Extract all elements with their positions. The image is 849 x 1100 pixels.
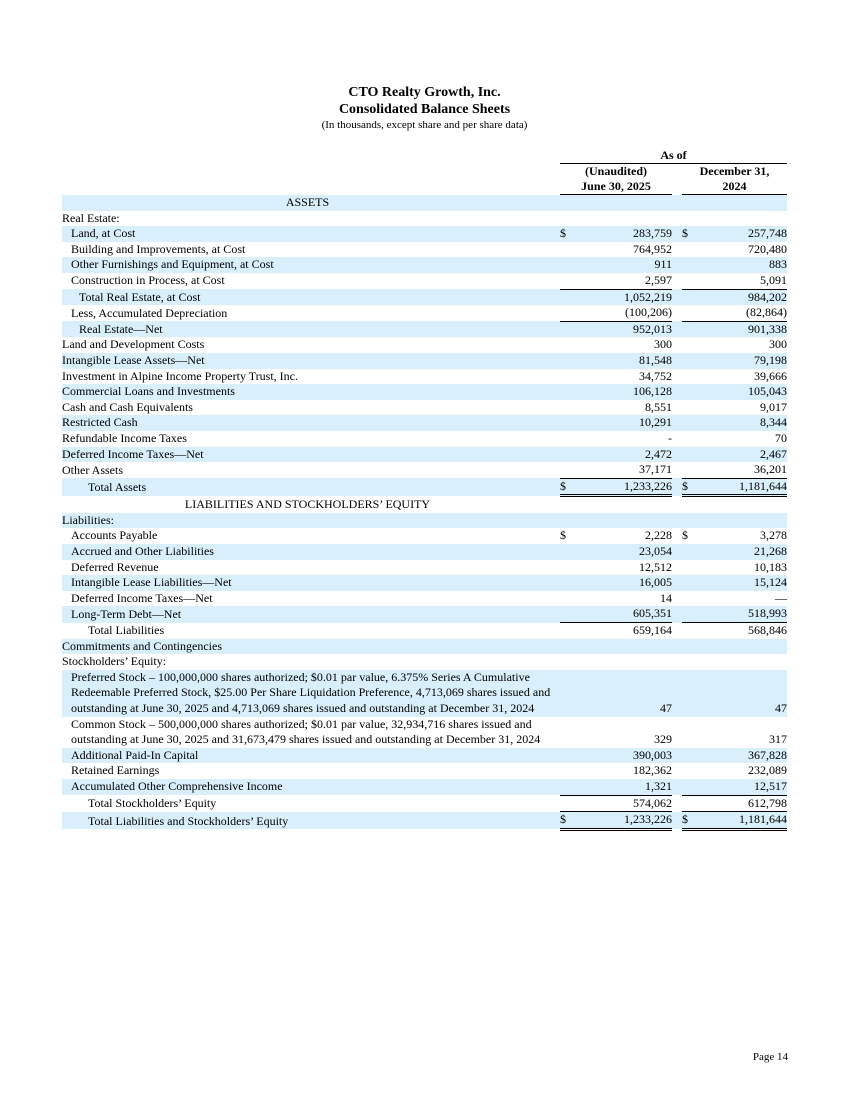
- balance-sheet-table: [62, 148, 787, 831]
- col-dec-header-line2: 2024: [682, 179, 787, 195]
- value-june: 2,228: [645, 528, 672, 543]
- table-row: [62, 447, 787, 463]
- row-label: Land, at Cost: [62, 226, 553, 242]
- value-dec: 8,344: [694, 415, 787, 431]
- value-dec: 5,091: [694, 273, 787, 289]
- row-label: Accumulated Other Comprehensive Income: [62, 779, 553, 795]
- value-dec: 39,666: [754, 368, 788, 383]
- table-row: [62, 748, 787, 764]
- column-group-header: [62, 148, 787, 164]
- value-june: 47: [574, 670, 672, 717]
- value-june: 605,351: [574, 606, 672, 622]
- value-june: 1,321: [574, 779, 672, 795]
- value-dec: 47: [694, 670, 787, 717]
- value-june: 911: [574, 257, 672, 273]
- table-row: [62, 528, 787, 544]
- value-dec: 300: [769, 337, 788, 352]
- row-label: Less, Accumulated Depreciation: [71, 305, 228, 320]
- value-june: -: [668, 430, 672, 445]
- value-dec: 518,993: [694, 606, 787, 622]
- row-label: Other Assets: [62, 462, 123, 477]
- value-june: 81,548: [574, 353, 672, 369]
- value-dec: 105,043: [694, 384, 787, 400]
- value-dec: 984,202: [694, 289, 787, 305]
- value-june: 2,472: [574, 447, 672, 463]
- row-label: Stockholders’ Equity:: [62, 654, 167, 669]
- value-dec: 9,017: [760, 399, 788, 414]
- value-dec: 3,278: [760, 528, 788, 543]
- row-label: Deferred Income Taxes—Net: [62, 447, 553, 463]
- row-label: Accounts Payable: [71, 528, 158, 543]
- row-label: Retained Earnings: [71, 763, 160, 778]
- currency-symbol: $: [560, 812, 574, 830]
- value-june: 300: [654, 337, 672, 352]
- value-june: 37,171: [574, 462, 672, 478]
- row-label: Deferred Income Taxes—Net: [71, 590, 213, 605]
- value-june: 1,233,226: [574, 478, 672, 496]
- table-row: [62, 321, 787, 337]
- row-label: Preferred Stock – 100,000,000 shares authorized; $0.01 par value, 6.375% Series A Cumulative Redeemable Preferred Stock, $25.00 Per Share Liquidation Preference, 4,713,069 shares issued and outstanding at June 30, 2025 and 4,713,069 shares issued and outstanding at December 31, 2024: [62, 670, 553, 717]
- value-june: 182,362: [633, 763, 672, 778]
- value-dec: 367,828: [694, 748, 787, 764]
- table-row: [62, 606, 787, 622]
- value-dec: 21,268: [694, 544, 787, 560]
- table-row: [62, 369, 787, 385]
- page-header: [0, 84, 849, 132]
- row-label: Total Real Estate, at Cost: [62, 289, 553, 305]
- table-row: [62, 623, 787, 639]
- table-row: [62, 513, 787, 529]
- value-june: 329: [654, 732, 672, 747]
- value-june: 574,062: [574, 795, 672, 812]
- row-label: Long-Term Debt—Net: [62, 606, 553, 622]
- value-june: 764,952: [633, 241, 672, 256]
- row-label: Construction in Process, at Cost: [71, 273, 225, 288]
- table-row: [62, 289, 787, 305]
- col-june-header-line1: (Unaudited): [584, 164, 647, 178]
- value-dec: 883: [694, 257, 787, 273]
- value-dec: 10,183: [754, 559, 788, 574]
- currency-symbol: $: [682, 812, 694, 830]
- value-june: 23,054: [574, 544, 672, 560]
- row-label: Total Liabilities: [88, 623, 165, 638]
- as-of-label: As of: [560, 148, 787, 164]
- table-row: [62, 591, 787, 607]
- assets-section-title: ASSETS: [285, 195, 330, 209]
- row-label: Restricted Cash: [62, 415, 553, 431]
- value-june: 8,551: [645, 399, 672, 414]
- row-label: Total Liabilities and Stockholders’ Equity: [62, 812, 553, 830]
- table-row: [62, 400, 787, 416]
- row-label: Commitments and Contingencies: [62, 639, 553, 655]
- col-dec-header-line1: December 31,: [699, 164, 770, 178]
- table-row: [62, 654, 787, 670]
- row-label: Real Estate:: [62, 210, 120, 225]
- table-row: [62, 226, 787, 242]
- value-june: 10,291: [574, 415, 672, 431]
- value-dec: 257,748: [694, 226, 787, 242]
- currency-symbol: $: [682, 528, 688, 543]
- column-header-row: [62, 179, 787, 195]
- table-row: [62, 353, 787, 369]
- value-dec: 720,480: [748, 241, 788, 256]
- statement-title: Consolidated Balance Sheets: [338, 102, 511, 117]
- value-dec: 2,467: [694, 447, 787, 463]
- table-row: [62, 575, 787, 591]
- col-june-header-line2: June 30, 2025: [560, 179, 672, 195]
- value-june: 16,005: [574, 575, 672, 591]
- row-label: Liabilities:: [62, 513, 553, 529]
- currency-symbol: $: [560, 528, 566, 543]
- row-label: Intangible Lease Assets—Net: [62, 353, 553, 369]
- value-dec: 79,198: [694, 353, 787, 369]
- page-number: Page 14: [752, 1051, 788, 1063]
- value-dec: (82,864): [694, 305, 787, 321]
- table-row: [62, 717, 787, 748]
- liabilities-section-title: LIABILITIES AND STOCKHOLDERS’ EQUITY: [184, 497, 431, 512]
- statement-subtitle: (In thousands, except share and per share data): [321, 119, 528, 131]
- table-row: [62, 779, 787, 795]
- currency-symbol: $: [682, 226, 694, 242]
- table-row: [62, 431, 787, 447]
- row-label: Other Furnishings and Equipment, at Cost: [62, 257, 553, 273]
- value-dec: 1,181,644: [694, 478, 787, 496]
- table-row: [62, 478, 787, 496]
- table-row: [62, 211, 787, 227]
- company-name: CTO Realty Growth, Inc.: [348, 85, 501, 100]
- row-label: Investment in Alpine Income Property Trust, Inc.: [62, 368, 298, 383]
- table-row: [62, 337, 787, 353]
- table-row: [62, 544, 787, 560]
- value-june: 283,759: [574, 226, 672, 242]
- value-june: 14: [660, 590, 672, 605]
- value-dec: 36,201: [694, 462, 787, 478]
- table-row: [62, 305, 787, 321]
- value-dec: 1,181,644: [694, 812, 787, 830]
- row-label: Building and Improvements, at Cost: [71, 241, 246, 256]
- table-row: [62, 795, 787, 812]
- value-june: 952,013: [574, 321, 672, 337]
- row-label: Intangible Lease Liabilities—Net: [62, 575, 553, 591]
- value-june: 34,752: [639, 368, 672, 383]
- table-row: [62, 462, 787, 478]
- value-june: 390,003: [574, 748, 672, 764]
- value-dec: —: [775, 590, 788, 605]
- value-june: 1,233,226: [574, 812, 672, 830]
- value-dec: 612,798: [694, 795, 787, 812]
- table-row: [62, 763, 787, 779]
- value-june: 2,597: [574, 273, 672, 289]
- column-header-row: [62, 164, 787, 180]
- table-row: [62, 670, 787, 717]
- row-label: Deferred Revenue: [71, 559, 159, 574]
- table-row: [62, 384, 787, 400]
- value-june: (100,206): [574, 305, 672, 321]
- row-label: Total Assets: [62, 478, 553, 496]
- value-june: 106,128: [574, 384, 672, 400]
- value-dec: 568,846: [748, 623, 788, 638]
- row-label: Total Stockholders’ Equity: [88, 796, 217, 811]
- section-header-row: [62, 496, 787, 513]
- currency-symbol: $: [682, 478, 694, 496]
- table-row: [62, 273, 787, 289]
- value-dec: 15,124: [694, 575, 787, 591]
- value-dec: 317: [769, 732, 788, 747]
- table-row: [62, 639, 787, 655]
- table-row: [62, 242, 787, 258]
- row-label: Refundable Income Taxes: [62, 430, 187, 445]
- value-dec: 70: [775, 430, 788, 445]
- value-june: 12,512: [639, 559, 672, 574]
- value-dec: 12,517: [694, 779, 787, 795]
- row-label: Commercial Loans and Investments: [62, 384, 553, 400]
- table-row: [62, 812, 787, 830]
- value-june: 1,052,219: [574, 289, 672, 305]
- currency-symbol: $: [560, 478, 574, 496]
- table-row: [62, 560, 787, 576]
- value-dec: 232,089: [748, 763, 788, 778]
- row-label: Additional Paid-In Capital: [62, 748, 553, 764]
- row-label: Cash and Cash Equivalents: [62, 399, 193, 414]
- table-row: [62, 257, 787, 273]
- row-label: Common Stock – 500,000,000 shares authorized; $0.01 par value, 32,934,716 shares issued and outstanding at June 30, 2025 and 31,673,479 shares issued and outstanding at December 31, 2024: [71, 716, 541, 747]
- section-header-row: [62, 195, 787, 211]
- value-june: 659,164: [633, 623, 672, 638]
- table-row: [62, 415, 787, 431]
- row-label: Accrued and Other Liabilities: [62, 544, 553, 560]
- value-dec: 901,338: [694, 321, 787, 337]
- row-label: Land and Development Costs: [62, 337, 205, 352]
- currency-symbol: $: [560, 226, 574, 242]
- row-label: Real Estate—Net: [62, 321, 553, 337]
